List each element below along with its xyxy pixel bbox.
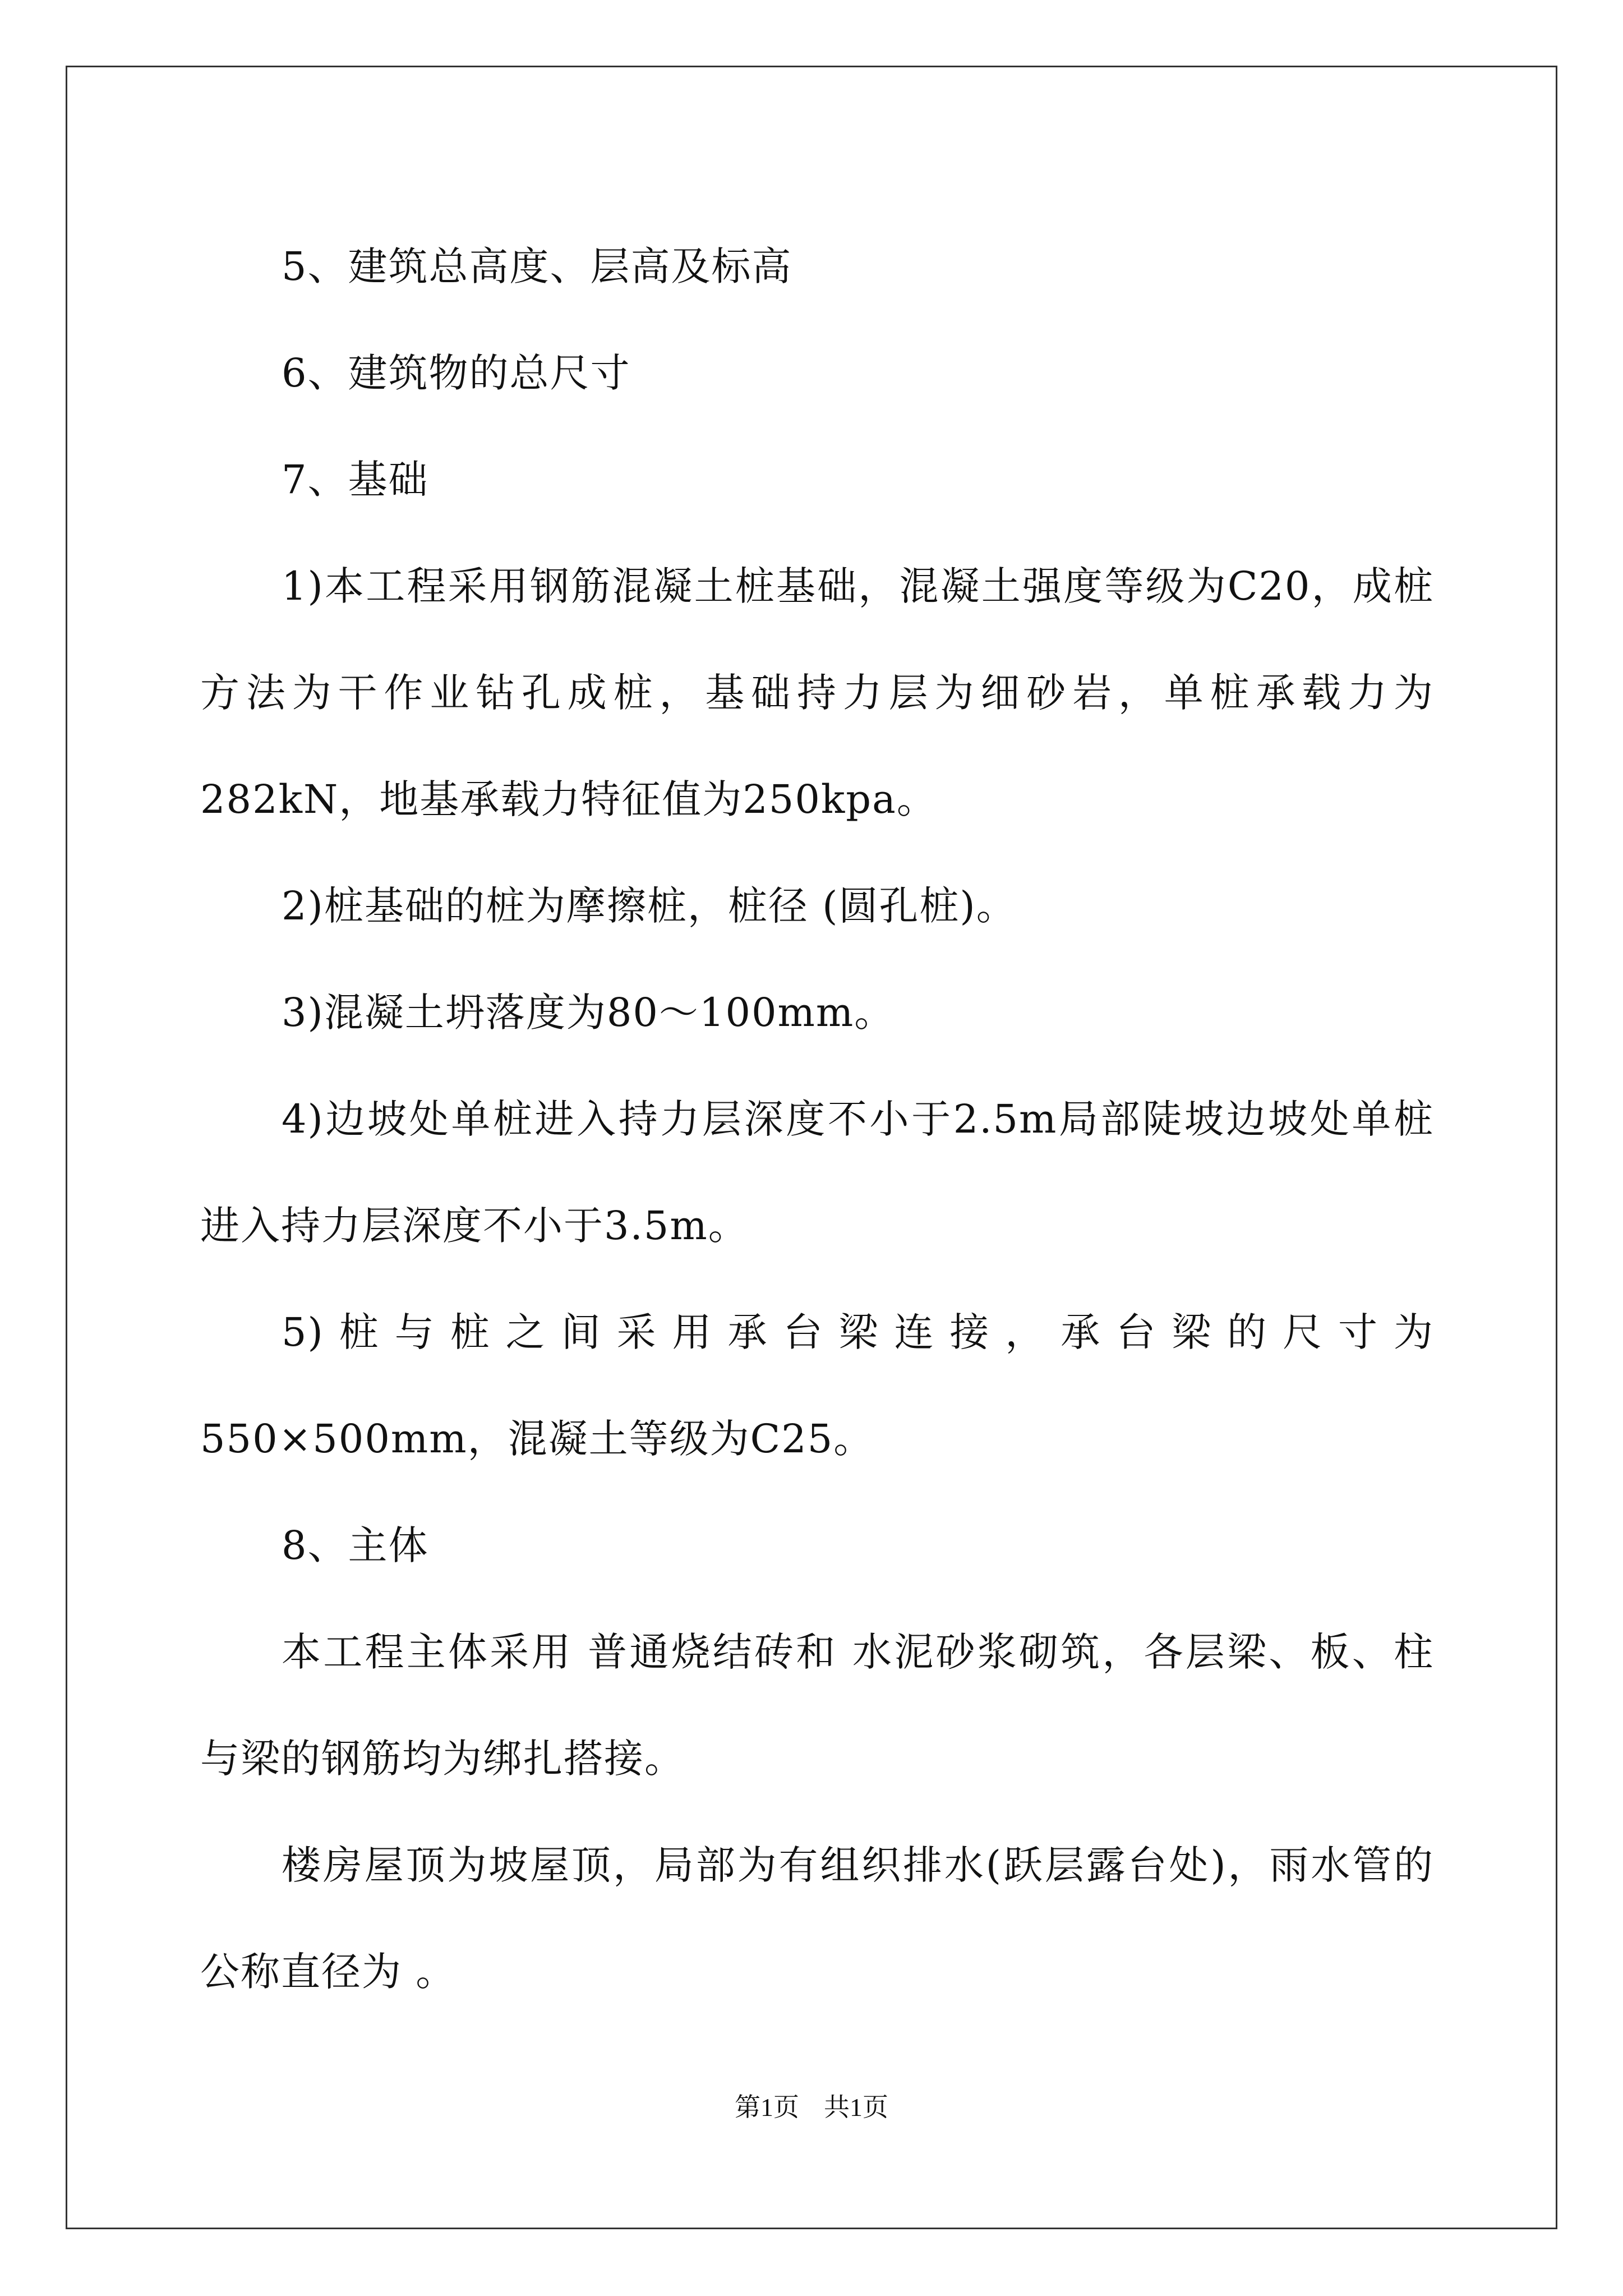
- paragraph-foundation-2: 2)桩基础的桩为摩擦桩，桩径 (圆孔桩)。: [282, 883, 1017, 929]
- page-number: 第1页: [735, 2093, 799, 2122]
- paragraph-roof: 楼房屋顶为坡屋顶，局部为有组织排水(跃层露台处)，雨水管的公称直径为 。: [200, 1842, 1434, 1995]
- heading-building-height: 5、建筑总高度、层高及标高: [282, 243, 792, 289]
- heading-foundation: 7、基础: [282, 457, 429, 503]
- paragraph-foundation-3: 3)混凝土坍落度为80～100mm。: [282, 990, 895, 1036]
- heading-main-structure: 8、主体: [282, 1522, 429, 1568]
- document-body: [200, 213, 1434, 2025]
- paragraph-foundation-1: 1)本工程采用钢筋混凝土桩基础，混凝土强度等级为C20，成桩方法为干作业钻孔成桩，基础持力层为细砂岩，单桩承载力为282kN，地基承载力特征值为250kpa。: [200, 563, 1434, 822]
- paragraph-foundation-5: 5)桩与桩之间采用承台梁连接，承台梁的尺寸为550×500mm，混凝土等级为C25。: [200, 1309, 1434, 1462]
- page-footer: [0, 2087, 1623, 2124]
- heading-building-dimensions: 6、建筑物的总尺寸: [282, 350, 631, 396]
- paragraph-foundation-4: 4)边坡处单桩进入持力层深度不小于2.5m局部陡坡边坡处单桩进入持力层深度不小于3.5m。: [200, 1096, 1434, 1249]
- page-total: 共1页: [824, 2093, 888, 2122]
- paragraph-main-structure: 本工程主体采用 普通烧结砖和 水泥砂浆砌筑，各层梁、板、柱与梁的钢筋均为绑扎搭接。: [200, 1629, 1434, 1782]
